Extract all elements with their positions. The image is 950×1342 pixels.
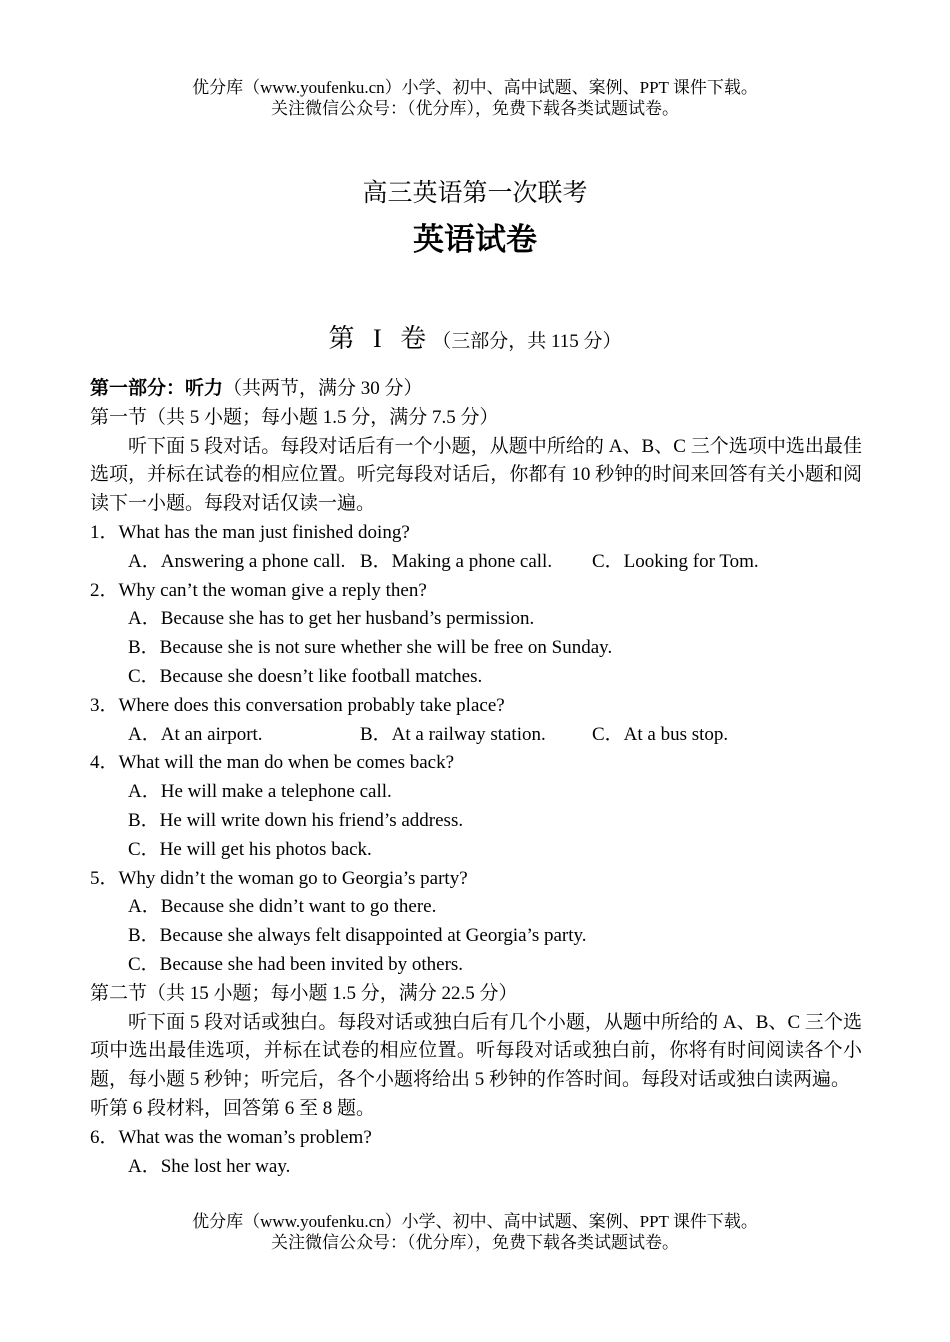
section1-heading: 第一节（共 5 小题；每小题 1.5 分，满分 7.5 分） <box>90 406 499 428</box>
header-wechat-line: 关注微信公众号：（优分库），免费下载各类试题试卷。 <box>271 99 679 118</box>
page-header <box>0 77 950 119</box>
part1-heading <box>90 375 862 404</box>
question-3-options <box>90 721 862 750</box>
option-b: B．Because she is not sure whether she will be free on Sunday. <box>128 637 613 659</box>
section1-instructions: 听下面 5 段对话。每段对话后有一个小题，从题中所给的 A、B、C 三个选项中选出最佳选项，并标在试卷的相应位置。听完每段对话后，你都有 10 秒钟的时间来回答有关小题和阅读下一小题。每段对话仅读一遍。 <box>90 435 862 515</box>
volume-heading <box>0 318 950 355</box>
section2-heading: 第二节（共 15 小题；每小题 1.5 分，满分 22.5 分） <box>90 982 518 1004</box>
question-1-options <box>90 548 862 577</box>
material-6-note: 听第 6 段材料，回答第 6 至 8 题。 <box>90 1097 376 1119</box>
part1-title: 第一部分：听力 <box>90 378 224 399</box>
header-ad-line: 优分库（www.youfenku.cn）小学、初中、高中试题、案例、PPT 课件下载。 <box>192 78 758 97</box>
page-footer <box>0 1211 950 1253</box>
option-a: A．At an airport. <box>128 723 263 745</box>
option-c: C．At a bus stop. <box>592 723 729 745</box>
volume-label: 第 I 卷 <box>328 324 433 353</box>
volume-note: （三部分，共 115 分） <box>432 331 622 352</box>
option-b: B．At a railway station. <box>360 723 546 745</box>
option-a: A．Because she has to get her husband’s permission. <box>128 608 535 630</box>
option-b: B．Making a phone call. <box>360 550 553 572</box>
footer-ad-line: 优分库（www.youfenku.cn）小学、初中、高中试题、案例、PPT 课件下载。 <box>192 1212 758 1231</box>
option-c: C．Because she doesn’t like football matches. <box>128 665 483 687</box>
section2-instructions: 听下面 5 段对话或独白。每段对话或独白后有几个小题，从题中所给的 A、B、C 三个选项中选出最佳选项，并标在试卷的相应位置。听每段对话或独白前，你将有时间阅读各个小题，每小题 5 秒钟；听完后，各个小题将给出 5 秒钟的作答时间。每段对话或独白读两遍。 <box>90 1011 862 1091</box>
part1-note: （共两节，满分 30 分） <box>223 378 423 399</box>
option-a: A．Because she didn’t want to go there. <box>128 896 437 918</box>
question-1-stem: 1．What has the man just finished doing? <box>90 521 410 543</box>
option-b: B．He will write down his friend’s address. <box>128 809 464 831</box>
footer-wechat-line: 关注微信公众号：（优分库），免费下载各类试题试卷。 <box>271 1233 679 1252</box>
exam-subtitle: 高三英语第一次联考 <box>362 180 588 207</box>
option-b: B．Because she always felt disappointed at Georgia’s party. <box>128 925 587 947</box>
question-3-stem: 3．Where does this conversation probably take place? <box>90 694 505 716</box>
question-5-stem: 5．Why didn’t the woman go to Georgia’s party? <box>90 867 468 889</box>
exam-content <box>90 375 862 1181</box>
option-a: A．He will make a telephone call. <box>128 781 392 803</box>
option-c: C．Looking for Tom. <box>592 550 759 572</box>
option-c: C．Because she had been invited by others. <box>128 953 464 975</box>
exam-title: 英语试卷 <box>413 222 537 257</box>
option-a: A．Answering a phone call. <box>128 550 346 572</box>
option-c: C．He will get his photos back. <box>128 838 372 860</box>
option-a: A．She lost her way. <box>128 1155 291 1177</box>
question-6-stem: 6．What was the woman’s problem? <box>90 1126 372 1148</box>
question-2-stem: 2．Why can’t the woman give a reply then? <box>90 579 427 601</box>
question-4-stem: 4．What will the man do when be comes back? <box>90 752 455 774</box>
